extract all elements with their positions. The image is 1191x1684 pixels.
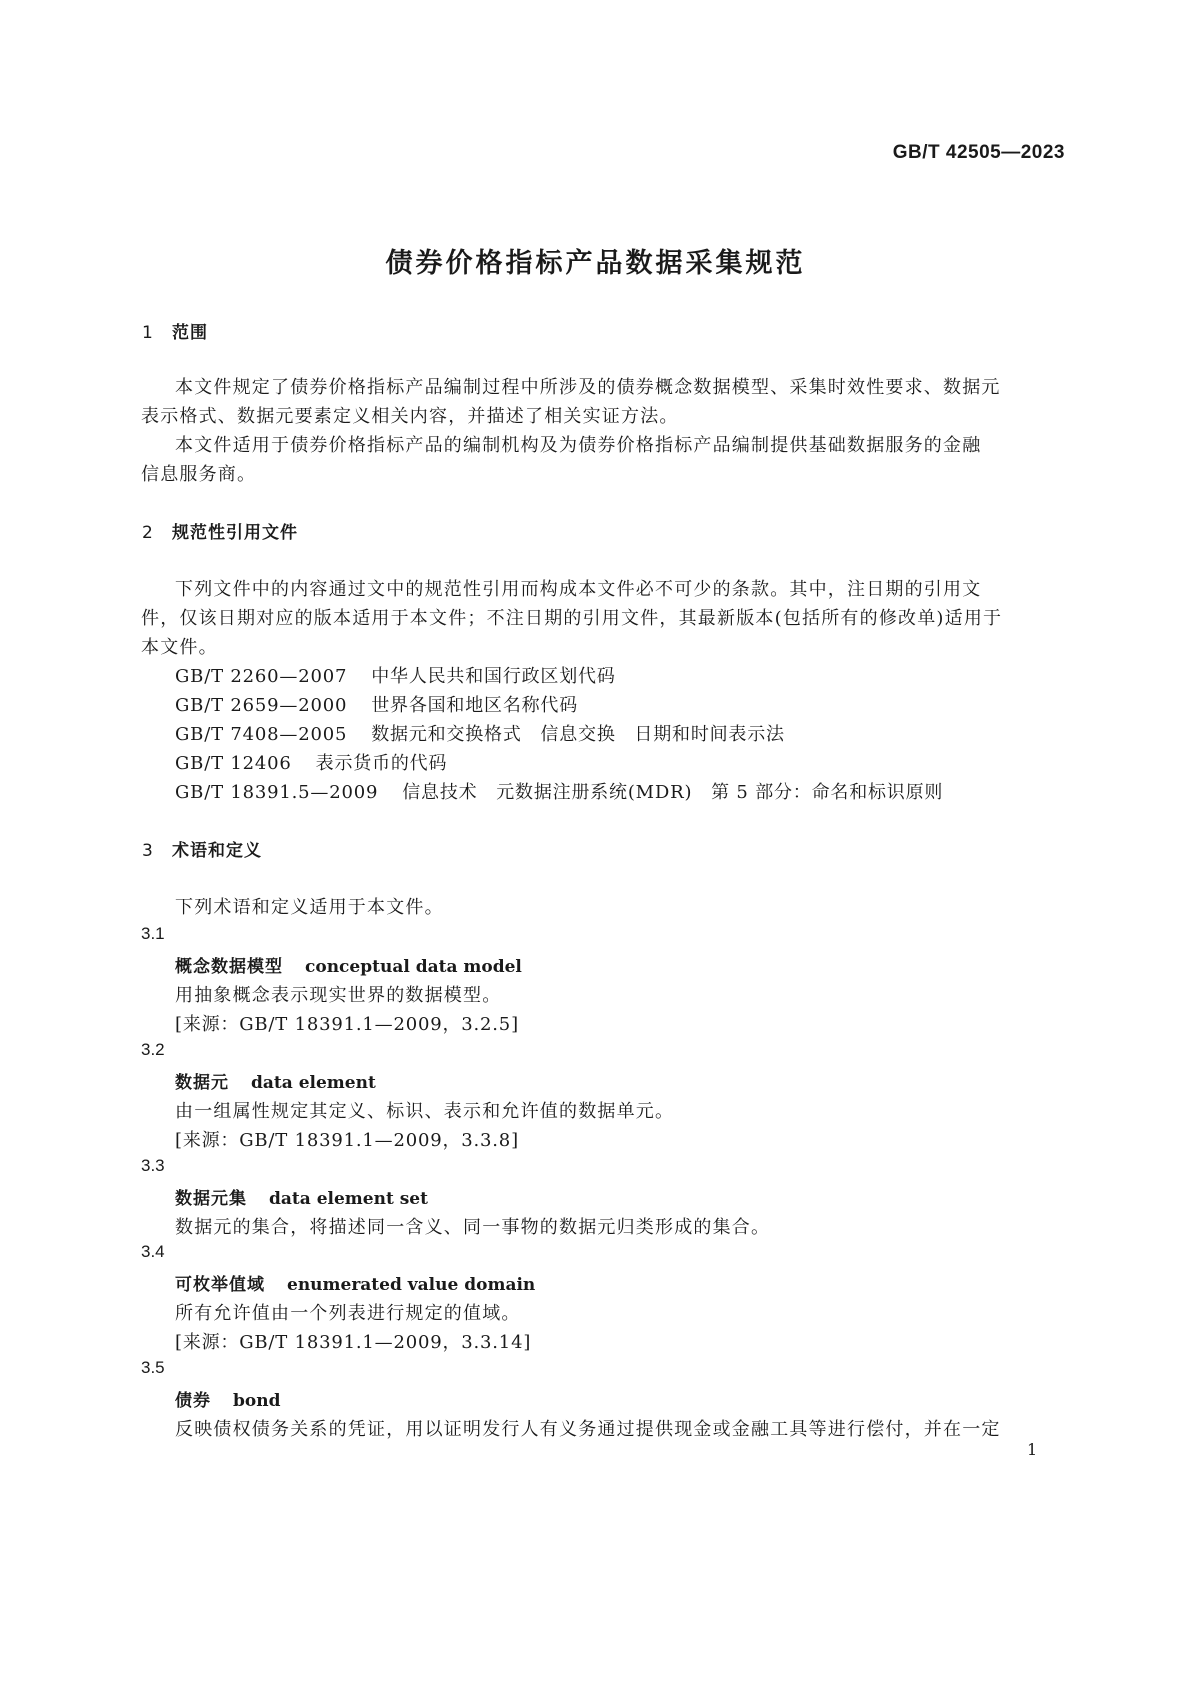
term-number: 3.4	[141, 1242, 165, 1261]
section-heading-terms	[142, 836, 262, 861]
standard-code: GB/T 42505—2023	[892, 142, 1065, 163]
reference-item	[175, 691, 578, 717]
scope-para1-line1: 本文件规定了债券价格指标产品编制过程中所涉及的债券概念数据模型、采集时效性要求、数据元	[175, 377, 1001, 398]
section-heading-scope	[142, 318, 208, 343]
reference-code: GB/T 12406	[175, 753, 292, 774]
term-name-zh: 数据元集	[175, 1189, 247, 1209]
section-number: 2	[142, 523, 154, 543]
page-title: 债券价格指标产品数据采集规范	[385, 248, 806, 279]
reference-item	[175, 749, 447, 775]
term-name	[175, 952, 522, 977]
term-name-en: data element set	[269, 1189, 428, 1209]
term-source: [来源：GB/T 18391.1—2009，3.3.8]	[175, 1130, 519, 1151]
reference-title: 中华人民共和国行政区划代码	[371, 666, 616, 687]
reference-item	[175, 662, 616, 688]
section-heading-normative-references	[142, 518, 298, 543]
term-definition: 用抽象概念表示现实世界的数据模型。	[175, 985, 502, 1006]
section-title: 规范性引用文件	[172, 523, 298, 543]
term-name-zh: 数据元	[175, 1073, 229, 1093]
term-name	[175, 1184, 428, 1209]
scope-para2-line2: 信息服务商。	[141, 464, 257, 485]
term-name-zh: 概念数据模型	[175, 957, 283, 977]
term-name-zh: 债券	[175, 1391, 211, 1411]
refs-intro-line1: 下列文件中的内容通过文中的规范性引用而构成本文件必不可少的条款。其中，注日期的引用文	[175, 579, 982, 600]
term-definition: 数据元的集合，将描述同一含义、同一事物的数据元归类形成的集合。	[175, 1217, 771, 1238]
reference-code: GB/T 7408—2005	[175, 724, 348, 745]
term-number: 3.1	[141, 924, 165, 943]
term-name-en: conceptual data model	[305, 957, 522, 977]
terms-intro: 下列术语和定义适用于本文件。	[175, 897, 444, 918]
reference-code: GB/T 2260—2007	[175, 666, 348, 687]
section-number: 1	[142, 323, 154, 343]
reference-item	[175, 778, 943, 804]
term-source: [来源：GB/T 18391.1—2009，3.2.5]	[175, 1014, 519, 1035]
term-name	[175, 1386, 280, 1411]
term-name-en: enumerated value domain	[287, 1275, 536, 1295]
term-definition: 由一组属性规定其定义、标识、表示和允许值的数据单元。	[175, 1101, 675, 1122]
reference-title: 数据元和交换格式 信息交换 日期和时间表示法	[371, 724, 785, 745]
term-name	[175, 1068, 376, 1093]
term-name-en: data element	[251, 1073, 376, 1093]
refs-intro-line2: 件，仅该日期对应的版本适用于本文件；不注日期的引用文件，其最新版本(包括所有的修改单)适用于	[141, 608, 1003, 629]
reference-item	[175, 720, 785, 746]
refs-intro-line3: 本文件。	[141, 637, 218, 658]
term-number: 3.5	[141, 1358, 165, 1377]
section-title: 术语和定义	[172, 841, 262, 861]
reference-title: 世界各国和地区名称代码	[371, 695, 579, 716]
term-number: 3.3	[141, 1156, 165, 1175]
term-name-zh: 可枚举值域	[175, 1275, 265, 1295]
reference-title: 信息技术 元数据注册系统(MDR) 第 5 部分：命名和标识原则	[402, 782, 944, 803]
scope-para2-line1: 本文件适用于债券价格指标产品的编制机构及为债券价格指标产品编制提供基础数据服务的金融	[175, 435, 982, 456]
term-definition: 反映债权债务关系的凭证，用以证明发行人有义务通过提供现金或金融工具等进行偿付，并在一定	[175, 1419, 1001, 1440]
section-title: 范围	[172, 323, 208, 343]
reference-code: GB/T 2659—2000	[175, 695, 348, 716]
term-name-en: bond	[233, 1391, 281, 1411]
reference-title: 表示货币的代码	[315, 753, 448, 774]
term-name	[175, 1270, 535, 1295]
page-number: 1	[1027, 1440, 1038, 1459]
term-source: [来源：GB/T 18391.1—2009，3.3.14]	[175, 1332, 532, 1353]
reference-code: GB/T 18391.5—2009	[175, 782, 379, 803]
term-number: 3.2	[141, 1040, 165, 1059]
term-definition: 所有允许值由一个列表进行规定的值域。	[175, 1303, 521, 1324]
section-number: 3	[142, 841, 154, 861]
scope-para1-line2: 表示格式、数据元要素定义相关内容，并描述了相关实证方法。	[141, 406, 679, 427]
